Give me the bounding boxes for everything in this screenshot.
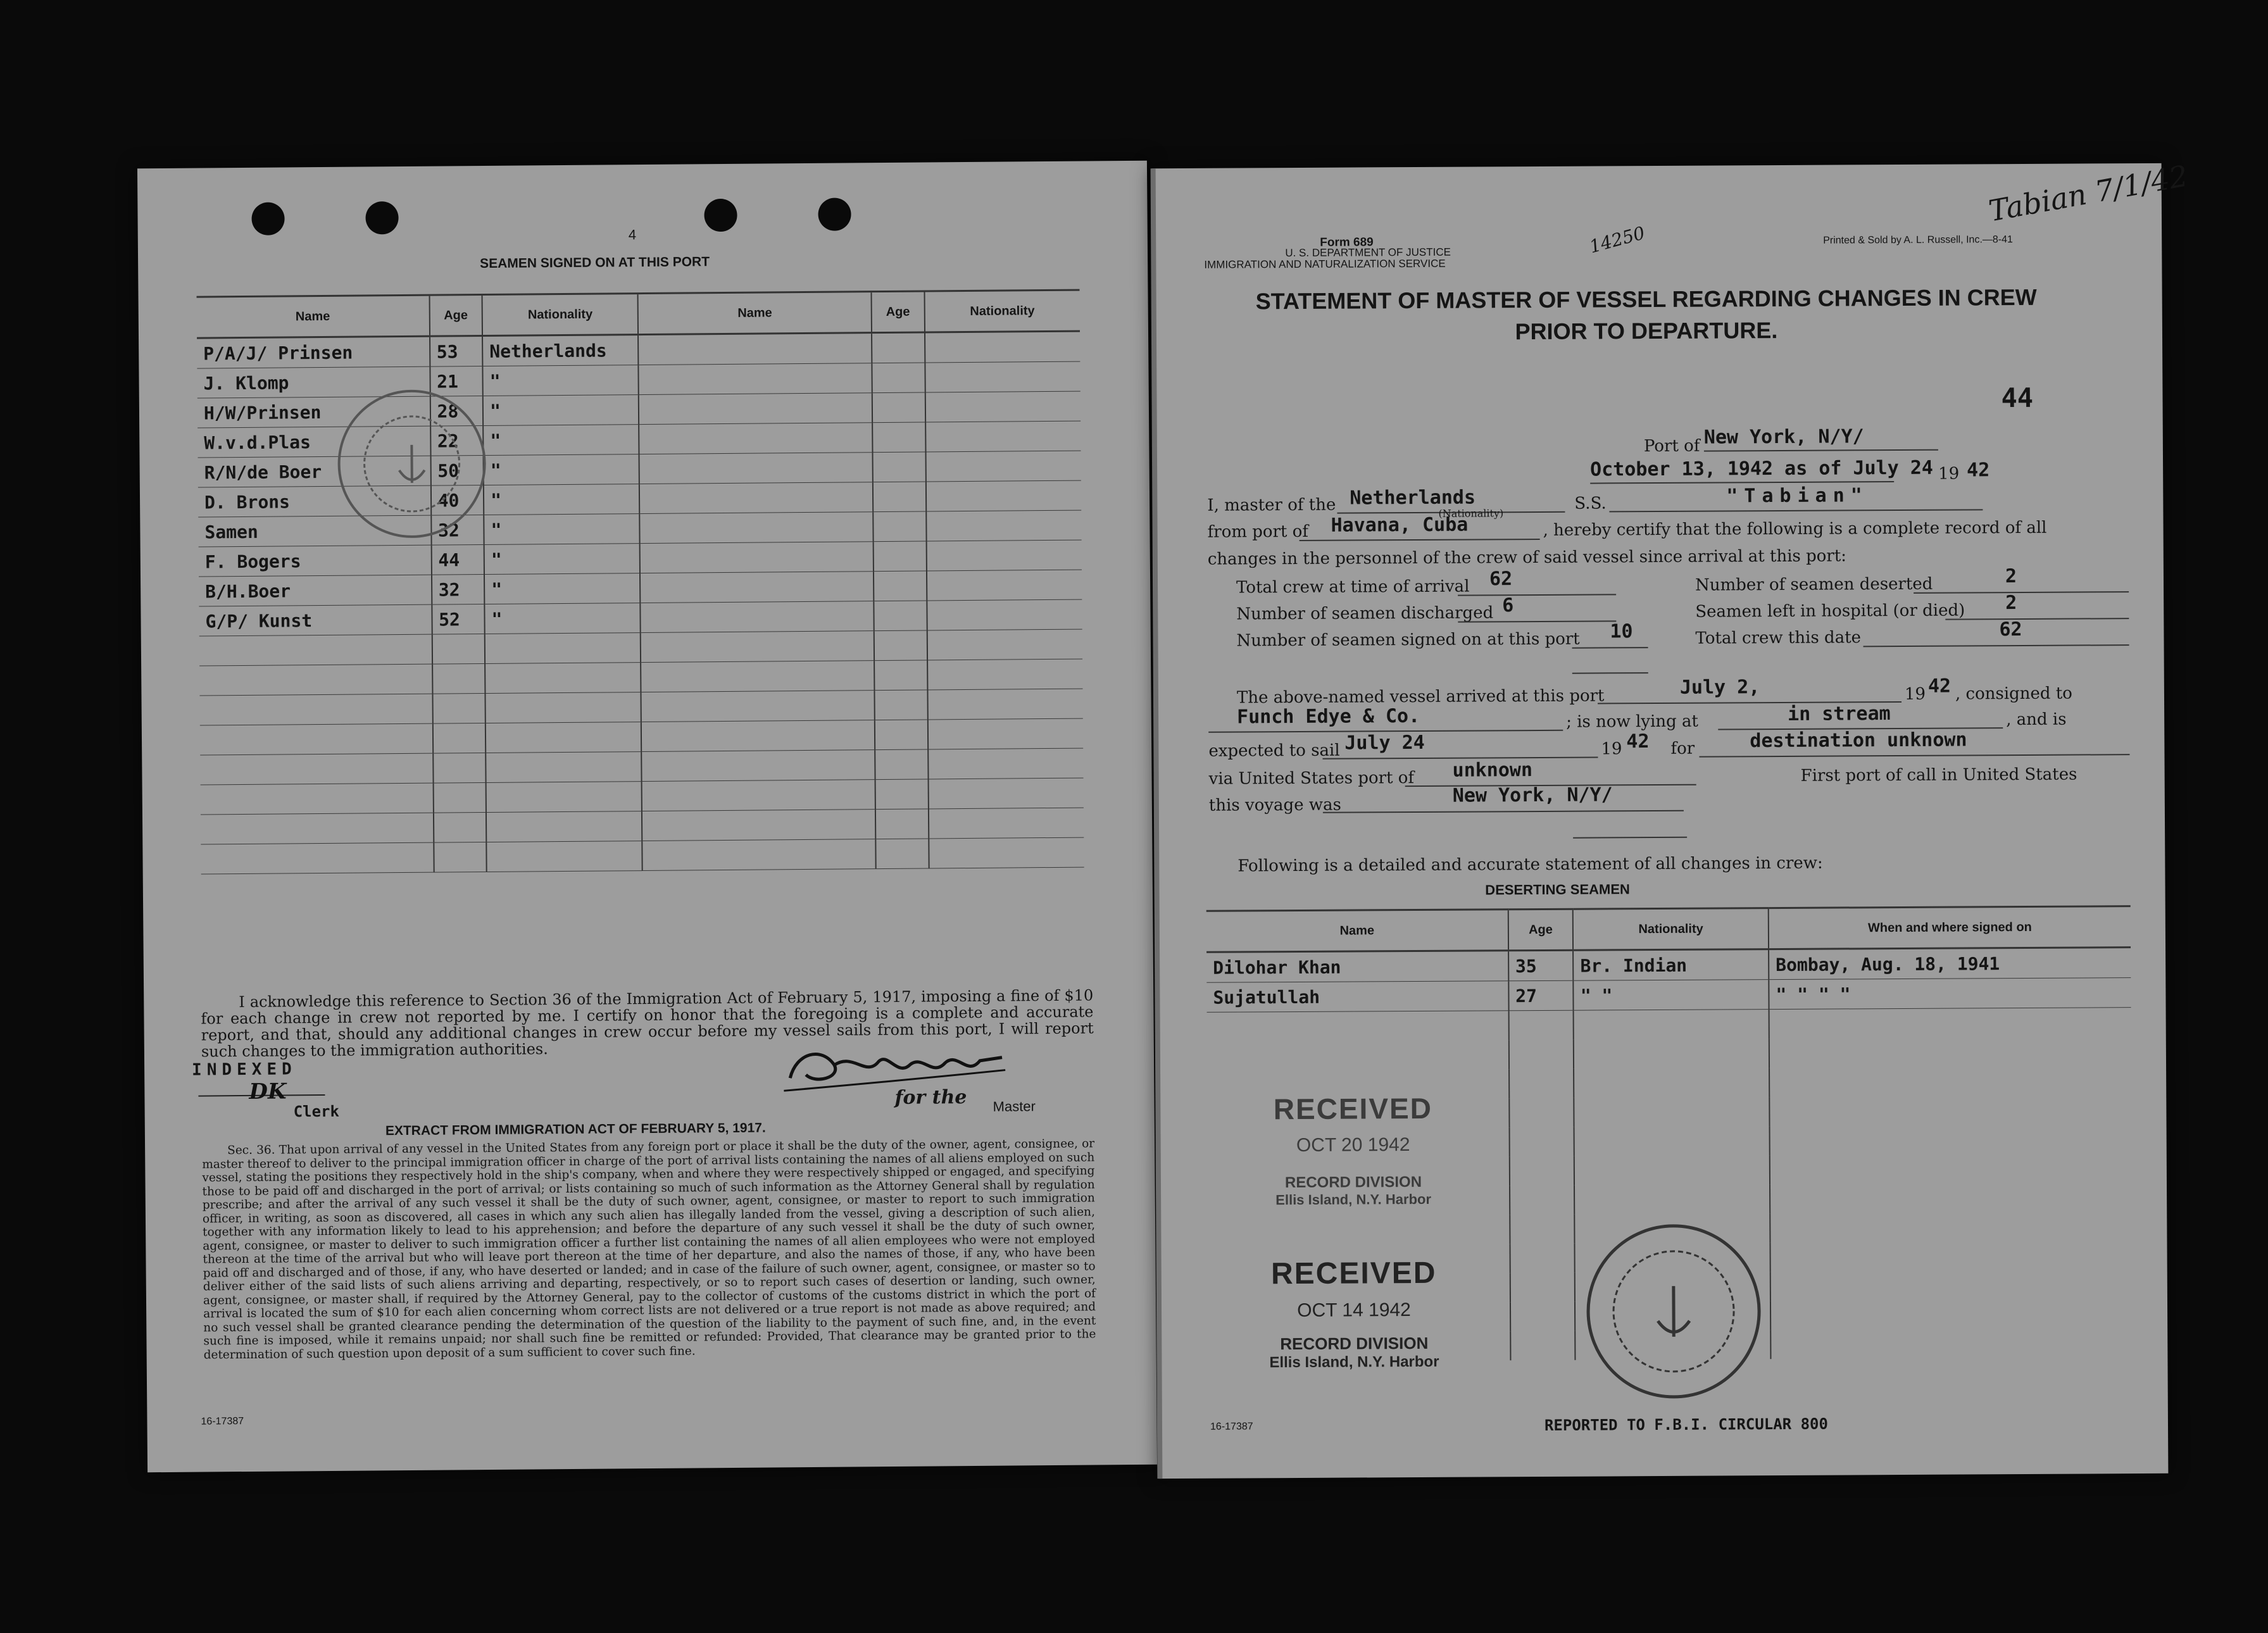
col-signed-on: When and where signed on (1769, 906, 2131, 949)
consigned-label: , consigned to (1955, 684, 2072, 704)
clerk-label: Clerk (293, 1102, 340, 1121)
table-cell (639, 423, 873, 454)
table-cell (486, 722, 642, 753)
table-cell (1769, 1095, 2131, 1126)
table-cell (1769, 1066, 2131, 1097)
date-value: October 13, 1942 as of July 24 (1590, 456, 1934, 481)
acknowledgment-text: I acknowledge this reference to Section 36 of the Immigration Act of February 5, 1917, imposing a fine of $10 for each change in crew not reported by me. I certify on honor that the foregoing is a complete and accurate report, and that, should any additional changes in crew occur before my vessel sails from this port, I will report such changes to the immigration authorities. (201, 986, 1094, 1061)
table-cell (873, 511, 926, 542)
table-cell (486, 811, 642, 842)
service-name: IMMIGRATION AND NATURALIZATION SERVICE (1204, 257, 1446, 271)
total-arrival-value: 62 (1489, 568, 1513, 591)
total-arrival-label: Total crew at time of arrival (1236, 577, 1470, 598)
stamp-received: RECEIVED (1270, 1256, 1437, 1291)
table-cell (1770, 1211, 2132, 1242)
table-cell (642, 839, 876, 871)
deserter-nationality: " " (1574, 980, 1769, 1011)
table-cell (926, 510, 1082, 541)
table-cell (926, 540, 1082, 571)
deserter-name: Sujatullah (1206, 981, 1508, 1012)
table-cell (1770, 1153, 2132, 1184)
table-cell (874, 571, 927, 601)
table-cell (927, 570, 1082, 601)
consignee-value: Funch Edye & Co. (1237, 704, 1420, 729)
deserting-heading: DESERTING SEAMEN (1485, 881, 1630, 898)
table-cell (641, 601, 874, 633)
table-cell (1208, 1215, 1510, 1245)
table-cell (641, 691, 875, 722)
col-nationality: Nationality (1573, 908, 1769, 951)
table-cell (1509, 1098, 1574, 1128)
table-cell (1770, 1124, 2132, 1155)
for-label: for (1670, 739, 1695, 758)
vessel-name: "Tabian" (1726, 484, 1869, 508)
col-name: Name (197, 295, 430, 338)
table-cell (641, 631, 874, 663)
first-port-value: New York, N/Y/ (1452, 784, 1613, 807)
seamen-signed-on-table (197, 289, 1084, 875)
table-cell (434, 842, 487, 872)
deserter-age: 27 (1508, 980, 1574, 1011)
deserted-label: Number of seamen deserted (1695, 574, 1933, 595)
table-cell (1574, 1097, 1770, 1127)
deserter-name: Dilohar Khan (1206, 951, 1508, 982)
arrived-year-prefix: 19 (1904, 684, 1926, 704)
col-name-2: Name (638, 292, 872, 335)
table-cell (1510, 1186, 1575, 1215)
first-port-label: First port of call in United States (1800, 765, 2077, 785)
table-cell (928, 808, 1084, 839)
table-cell (434, 812, 487, 842)
table-cell (641, 720, 875, 752)
table-cell (1574, 1039, 1769, 1069)
table-cell (639, 453, 873, 484)
nationality-value: Netherlands (1350, 486, 1476, 510)
table-cell (1770, 1328, 2133, 1359)
col-age: Age (429, 295, 482, 337)
table-cell (432, 723, 486, 754)
table-cell (433, 753, 486, 784)
table-cell (200, 753, 433, 785)
table-cell (872, 332, 925, 363)
table-cell (640, 512, 874, 544)
seaman-nationality: " (484, 454, 640, 485)
table-cell (925, 451, 1081, 482)
left-page (137, 161, 1157, 1472)
table-cell (872, 392, 925, 423)
signed-on-label: Number of seamen signed on at this port (1236, 629, 1580, 651)
table-cell (875, 779, 929, 810)
deserted-value: 2 (2005, 565, 2017, 588)
punch-hole (704, 199, 737, 232)
right-page (1152, 158, 2191, 1479)
deserter-nationality: Br. Indian (1573, 949, 1769, 981)
table-cell (927, 689, 1083, 720)
voyage-label: this voyage was (1208, 795, 1341, 815)
hospital-line (1945, 618, 2129, 620)
sail-year: 42 (1626, 730, 1650, 753)
deserter-signed: " " " " (1769, 978, 2131, 1010)
table-cell (641, 661, 875, 692)
stamp-date: OCT 14 1942 (1297, 1299, 1411, 1322)
table-cell (1574, 1184, 1770, 1215)
seaman-name: B/H.Boer (199, 575, 432, 606)
table-cell (486, 692, 642, 723)
seaman-nationality: " (483, 395, 639, 426)
table-cell (1207, 1040, 1509, 1070)
seaman-age: 32 (431, 515, 484, 546)
table-cell (1509, 1040, 1574, 1070)
table-cell (928, 778, 1084, 809)
seaman-age: 44 (431, 545, 484, 575)
table-cell (1574, 1068, 1769, 1098)
table-cell (642, 780, 875, 811)
table-cell (1770, 1299, 2133, 1330)
seaman-nationality: " (483, 425, 639, 456)
arrived-year: 42 (1927, 675, 1952, 698)
form-code: 16-17387 (1210, 1421, 1253, 1432)
lying-value: in stream (1788, 703, 1891, 725)
table-cell (639, 363, 872, 395)
from-port-line (1300, 539, 1540, 541)
seaman-nationality: Netherlands (482, 335, 639, 366)
total-date-line (1864, 644, 2129, 647)
table-cell (640, 542, 874, 573)
signed-on-line (1572, 647, 1648, 649)
port-line (1704, 449, 1938, 452)
expected-label: expected to sail (1208, 741, 1340, 761)
seaman-age: 21 (430, 366, 483, 397)
table-cell (486, 782, 642, 813)
table-cell (642, 810, 875, 841)
clerk-initials: DK (249, 1079, 287, 1104)
sheet-number: 44 (2001, 382, 2034, 414)
from-port-value: Havana, Cuba (1331, 513, 1469, 537)
table-row (201, 837, 1084, 874)
table-cell (874, 630, 927, 661)
table-cell (875, 809, 929, 839)
table-cell (199, 694, 432, 725)
seaman-name: D. Brons (198, 485, 431, 517)
seaman-nationality: " (484, 573, 641, 604)
table-cell (432, 664, 486, 694)
table-row (1206, 978, 2131, 1013)
table-cell (1510, 1273, 1576, 1303)
seaman-age: 22 (430, 426, 484, 456)
col-age: Age (1508, 909, 1574, 951)
seaman-name: W.v.d.Plas (197, 426, 430, 458)
table-cell (639, 393, 872, 425)
seaman-nationality: " (482, 365, 639, 396)
destination-line (1699, 754, 2129, 758)
certify-text: , hereby certify that the following is a complete record of all (1543, 518, 2047, 540)
deserted-line (1914, 591, 2129, 594)
table-cell (875, 749, 928, 780)
form-number: Form 689 (1320, 235, 1374, 249)
table-cell (640, 572, 874, 603)
table-cell (1574, 1010, 1769, 1040)
seaman-name: Samen (198, 515, 431, 547)
master-label: Master (993, 1098, 1036, 1115)
table-cell (1770, 1270, 2133, 1301)
table-cell (927, 659, 1083, 690)
form-title-line2: PRIOR TO DEPARTURE. (1515, 317, 1778, 345)
seaman-name: R/N/de Boer (198, 456, 431, 487)
total-date-value: 62 (1999, 618, 2022, 641)
table-row (1207, 1037, 2131, 1071)
punch-hole (251, 202, 284, 235)
table-cell (925, 331, 1081, 363)
table-cell (1510, 1331, 1576, 1361)
deserter-age: 35 (1508, 950, 1574, 981)
table-cell (875, 720, 928, 750)
table-cell (638, 333, 872, 365)
table-cell (872, 363, 925, 393)
date-line (1590, 481, 1894, 484)
table-cell (642, 750, 875, 782)
table-cell (1770, 1241, 2133, 1272)
lying-label: ; is now lying at (1566, 711, 1699, 732)
printer-credit: Printed & Sold by A. L. Russell, Inc.—8-41 (1823, 234, 2013, 246)
table-cell (925, 421, 1081, 452)
sail-year-prefix: 19 (1601, 739, 1622, 759)
handwritten-corner-note: Tabian 7/1/42 (1986, 158, 2191, 228)
from-port-label: from port of (1207, 522, 1309, 542)
table-cell (927, 629, 1082, 660)
seaman-age: 40 (430, 485, 484, 516)
table-cell (873, 452, 926, 482)
table-cell (1509, 1069, 1574, 1099)
table-cell (432, 694, 486, 724)
indexed-stamp: INDEXED (192, 1060, 297, 1080)
year-value: 42 (1967, 459, 1990, 482)
table-cell (925, 480, 1081, 511)
table-cell (929, 837, 1084, 868)
table-cell (1510, 1215, 1575, 1244)
col-nationality-2: Nationality (924, 290, 1080, 332)
seaman-nationality: " (484, 544, 641, 575)
table-cell (485, 633, 641, 664)
dept-name: U. S. DEPARTMENT OF JUSTICE (1285, 246, 1451, 260)
sail-date: July 24 (1344, 731, 1425, 754)
table-cell (1769, 1008, 2131, 1039)
year-prefix: 19 (1938, 464, 1960, 484)
table-cell (432, 634, 485, 665)
received-stamp-2 (1215, 1255, 1494, 1372)
handwritten-number: 14250 (1587, 222, 1648, 258)
form-code: 16-17387 (201, 1416, 244, 1427)
stamp-division: RECORD DIVISION (1284, 1173, 1422, 1192)
seaman-age: 32 (432, 575, 485, 605)
table-cell (1508, 1010, 1574, 1040)
table-cell (874, 541, 927, 572)
ss-label: S.S. (1574, 494, 1607, 513)
col-nationality: Nationality (482, 294, 639, 336)
table-cell (199, 634, 432, 666)
table-cell (1574, 1155, 1770, 1186)
seaman-name: P/A/J/ Prinsen (197, 336, 430, 368)
table-cell (874, 601, 927, 631)
table-cell (1509, 1127, 1574, 1157)
hospital-value: 2 (2005, 592, 2017, 615)
table-cell (874, 660, 927, 691)
discharged-value: 6 (1502, 594, 1514, 617)
stamp-date: OCT 20 1942 (1296, 1134, 1410, 1156)
table-cell (927, 718, 1083, 749)
for-the-text: for the (894, 1086, 967, 1109)
table-cell (1574, 1126, 1770, 1156)
seaman-age: 52 (432, 604, 485, 635)
table-cell (875, 690, 928, 720)
seaman-age: 28 (430, 396, 483, 427)
stamp-received: RECEIVED (1273, 1091, 1433, 1126)
circular-stamp (1578, 1216, 1769, 1407)
seaman-name: F. Bogers (199, 545, 432, 577)
table-cell (1769, 1037, 2131, 1068)
seaman-nationality: " (484, 514, 640, 545)
total-arrival-line (1458, 594, 1616, 596)
seaman-name: J. Klomp (197, 366, 430, 398)
form-title-line1: STATEMENT OF MASTER OF VESSEL REGARDING CHANGES IN CREW (1255, 284, 2037, 315)
table-cell (201, 813, 434, 844)
vessel-line (1609, 509, 1983, 512)
table-cell (873, 482, 926, 512)
table-cell (925, 361, 1081, 392)
table-cell (928, 748, 1084, 779)
following-text: Following is a detailed and accurate statement of all changes in crew: (1237, 853, 1823, 876)
master-of-label: I, master of the (1207, 495, 1336, 515)
table-row (1207, 1008, 2131, 1042)
arrived-label: The above-named vessel arrived at this port (1236, 686, 1605, 708)
seaman-name: G/P/ Kunst (199, 604, 432, 636)
extract-text: Sec. 36. That upon arrival of any vessel in the United States from any foreign port or place it shall be the duty of the owner, agent, consignee, or master thereof to deliver to the principal immigration officer in charge of the port of arrival lists containing the names of all aliens employed on such vessel, stating the positions they respectively hold in the ship's company, when and where they were respectively shipped or engaged, and specifying those to be paid off and discharged in the port of arrival; or lists containing so much of such information as the Attorney General shall by regulation prescribe; and after the arrival of any such vessel it shall be the duty of such owner, agent, consignee, or master to report to such immigration officer, in writing, as soon as discovered, all cases in which any such alien has illegally landed from the vessel, giving a description of such alien, together with any information likely to lead to his apprehension; and before the departure of any such vessel it shall be the duty of such owner, agent, consignee, or master to deliver to such immigration officer a further list containing the names of all alien employees who were not employed thereon at the time of the arrival but who will leave port thereon at the time of her departure, and also the names of those, if any, who have been paid off and discharged and of those, if any, who have deserted or landed; and in case of the failure of such owner, agent, consignee, or master so to deliver either of the said lists of such aliens arriving and departing, respectively, or so to report such cases of desertion or landing, such owner, agent, consignee, or master shall, if required by the Attorney General, pay to the collector of customs of the customs district in which the port of arrival is located the sum of $10 for each alien concerning whom correct lists are not delivered or a true report is not made as above required; and no such vessel shall be granted clearance pending the determination of the question of the liability to the payment of such fine, and, in the event such fine is imposed, while it remains unpaid; nor shall such fine be remitted or refunded: Provided, That clearance may be granted prior to the determination of such question upon deposit of a sum sufficient to cover such fine. (202, 1137, 1096, 1362)
table-cell (1510, 1244, 1575, 1273)
port-value: New York, N/Y/ (1703, 425, 1864, 449)
blank-line (1572, 672, 1648, 674)
arrived-date: July 2, (1679, 676, 1760, 699)
table-cell (1207, 1011, 1509, 1042)
table-cell (200, 723, 433, 755)
table-cell (639, 482, 873, 514)
table-cell (433, 783, 486, 813)
circular-stamp (329, 381, 495, 547)
seaman-age: 50 (430, 456, 484, 486)
via-label: via United States port of (1208, 768, 1415, 789)
table-cell (1510, 1156, 1575, 1186)
via-value: unknown (1452, 759, 1533, 782)
punch-hole (365, 201, 398, 234)
signed-on-heading: SEAMEN SIGNED ON AT THIS PORT (480, 254, 710, 272)
port-label: Port of (1643, 436, 1700, 456)
first-port-line (1323, 810, 1684, 813)
stamp-division: RECORD DIVISION (1280, 1333, 1429, 1354)
destination-value: destination unknown (1750, 729, 1967, 753)
extra-line (1573, 837, 1687, 839)
table-cell (927, 599, 1082, 630)
table-cell (872, 422, 925, 453)
page-number: 4 (628, 227, 637, 243)
table-cell (486, 841, 642, 872)
table-cell (485, 663, 641, 694)
seaman-name: H/W/Prinsen (197, 396, 430, 428)
hospital-label: Seamen left in hospital (or died) (1695, 601, 1965, 622)
seaman-age: 53 (430, 336, 483, 367)
seaman-nationality: " (484, 484, 640, 515)
table-row (1206, 948, 2131, 983)
table-cell (201, 783, 434, 815)
stamp-place: Ellis Island, N.Y. Harbor (1269, 1353, 1439, 1372)
discharged-label: Number of seamen discharged (1236, 603, 1494, 624)
nationality-caption: (Nationality) (1438, 507, 1504, 520)
fbi-stamp: REPORTED TO F.B.I. CIRCULAR 800 (1544, 1415, 1829, 1434)
and-is-label: , and is (2006, 710, 2067, 730)
table-cell (486, 752, 642, 783)
col-age-2: Age (872, 291, 925, 333)
table-cell (201, 842, 434, 874)
table-cell (875, 839, 929, 869)
table-cell (1770, 1182, 2132, 1213)
deserter-signed: Bombay, Aug. 18, 1941 (1769, 948, 2131, 980)
seaman-nationality: " (484, 603, 641, 634)
extract-title: EXTRACT FROM IMMIGRATION ACT OF FEBRUARY 5, 1917. (385, 1120, 766, 1139)
col-name: Name (1206, 910, 1508, 952)
signed-on-value: 10 (1610, 620, 1633, 643)
discharged-line (1458, 620, 1616, 622)
table-cell (199, 664, 432, 696)
stamp-place: Ellis Island, N.Y. Harbor (1275, 1191, 1432, 1208)
received-stamp-1 (1213, 1091, 1493, 1208)
punch-hole (818, 197, 851, 230)
table-cell (925, 391, 1081, 422)
certify-text-2: changes in the personnel of the crew of said vessel since arrival at this port: (1207, 546, 1847, 569)
total-date-label: Total crew this date (1695, 628, 1862, 648)
table-cell (1510, 1302, 1576, 1332)
